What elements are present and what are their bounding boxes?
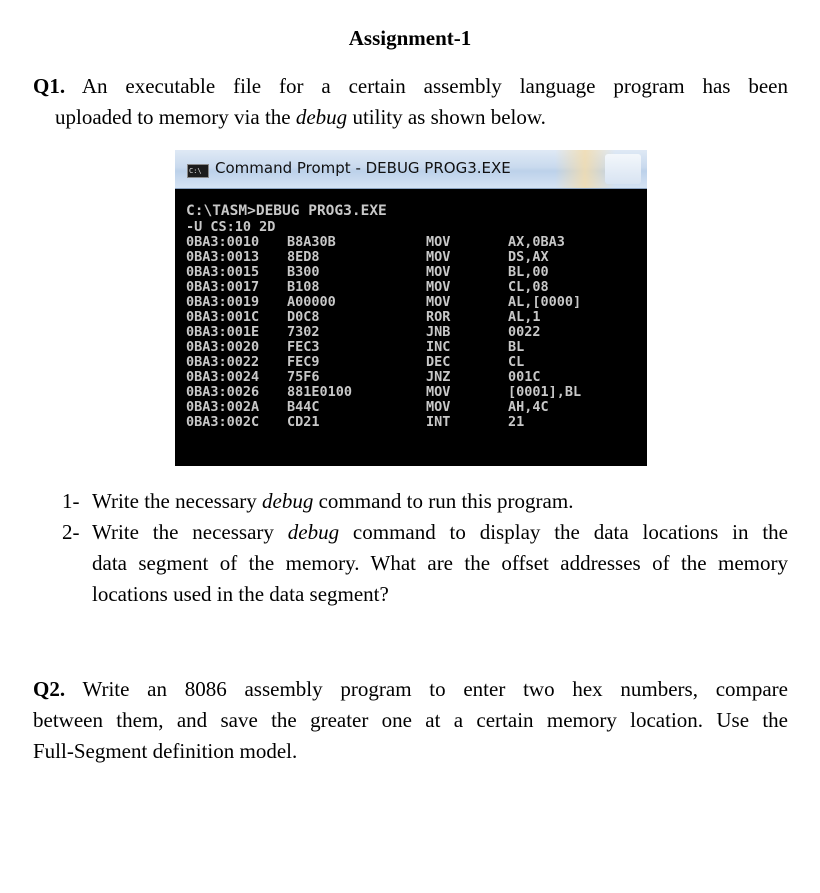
console-row-mnemonic: MOV [426, 279, 451, 295]
console-row [186, 265, 646, 280]
console-row-operands: 0022 [508, 324, 541, 340]
console-row-hex: CD21 [287, 414, 320, 430]
question-1 [33, 71, 788, 133]
task-1-line-1 [92, 486, 788, 517]
console-row-operands: BL,00 [508, 264, 549, 280]
console-command-line: C:\TASM>DEBUG PROG3.EXE [186, 203, 387, 219]
console-row-operands: AL,1 [508, 309, 541, 325]
console-row [186, 310, 646, 325]
window-titlebar [175, 150, 647, 189]
console-output [186, 202, 646, 430]
console-row-operands: 001C [508, 369, 541, 385]
console-row-address: 0BA3:0017 [186, 279, 260, 295]
console-row [186, 235, 646, 250]
task-2-text-b: command to display the data locations in the [339, 520, 788, 544]
console-row-address: 0BA3:001E [186, 324, 260, 340]
console-row-operands: 21 [508, 414, 525, 430]
console-row-mnemonic: ROR [426, 309, 451, 325]
console-row [186, 370, 646, 385]
console-row-mnemonic: JNZ [426, 369, 451, 385]
console-row-address: 0BA3:002A [186, 399, 260, 415]
console-row-mnemonic: MOV [426, 234, 451, 250]
console-row-operands: CL,08 [508, 279, 549, 295]
question-1-debug-term: debug [295, 105, 348, 129]
question-2-line-3: Full-Segment definition model. [33, 739, 298, 763]
console-row-mnemonic: MOV [426, 384, 451, 400]
console-row-address: 0BA3:0020 [186, 339, 260, 355]
question-1-line-1 [33, 71, 788, 102]
console-row-address: 0BA3:0022 [186, 354, 260, 370]
console-row-hex: FEC3 [287, 339, 320, 355]
console-row [186, 295, 646, 310]
question-2-text-1: Write an 8086 assembly program to enter two hex numbers, compare [82, 677, 788, 701]
console-row-address: 0BA3:0024 [186, 369, 260, 385]
assignment-title: Assignment-1 [348, 26, 472, 50]
task-item-2 [62, 517, 788, 610]
console-row-hex: FEC9 [287, 354, 320, 370]
console-row [186, 325, 646, 340]
question-1-line-2 [33, 102, 788, 133]
console-row-operands: CL [508, 354, 525, 370]
console-row-address: 0BA3:0010 [186, 234, 260, 250]
console-row-hex: B108 [287, 279, 320, 295]
console-row-operands: [0001],BL [508, 384, 582, 400]
console-row-mnemonic: MOV [426, 294, 451, 310]
window-title: Command Prompt - DEBUG PROG3.EXE [215, 159, 511, 177]
console-row-mnemonic: MOV [426, 264, 451, 280]
question-1-label: Q1. [33, 74, 66, 98]
task-2-debug-term: debug [287, 520, 340, 544]
console-row-hex: B300 [287, 264, 320, 280]
console-row-address: 0BA3:001C [186, 309, 260, 325]
console-row [186, 280, 646, 295]
task-item-1 [62, 486, 788, 517]
task-1-text-a: Write the necessary [92, 489, 262, 513]
console-row-hex: 881E0100 [287, 384, 353, 400]
task-number-1: 1- [62, 489, 80, 513]
console-row [186, 385, 646, 400]
question-1-text-2b: utility as shown below. [347, 105, 546, 129]
console-row-operands: BL [508, 339, 525, 355]
console-row-operands: DS,AX [508, 249, 549, 265]
command-prompt-window [175, 150, 647, 466]
console-row [186, 415, 646, 430]
console-row-hex: 7302 [287, 324, 320, 340]
console-row-address: 0BA3:0015 [186, 264, 260, 280]
task-list [62, 486, 788, 610]
console-row-address: 0BA3:0019 [186, 294, 260, 310]
console-row-mnemonic: INT [426, 414, 451, 430]
task-2-text-a: Write the necessary [92, 520, 288, 544]
console-row-hex: D0C8 [287, 309, 320, 325]
console-row-mnemonic: MOV [426, 249, 451, 265]
console-row-mnemonic: INC [426, 339, 451, 355]
console-unassemble-line: -U CS:10 2D [186, 219, 276, 235]
question-2 [33, 674, 788, 767]
console-row-hex: A00000 [287, 294, 336, 310]
question-1-text-2a: uploaded to memory via the [55, 105, 296, 129]
task-2-line-2: data segment of the memory. What are the offset addresses of the memory [92, 551, 788, 575]
command-prompt-icon: C:\ [187, 164, 209, 178]
console-row-hex: 75F6 [287, 369, 320, 385]
console-row [186, 355, 646, 370]
console-row [186, 250, 646, 265]
console-row-address: 0BA3:0026 [186, 384, 260, 400]
question-2-label: Q2. [33, 677, 66, 701]
console-row-operands: AX,0BA3 [508, 234, 565, 250]
console-row-mnemonic: DEC [426, 354, 451, 370]
console-row [186, 340, 646, 355]
task-2-line-3: locations used in the data segment? [92, 582, 389, 606]
console-row-mnemonic: MOV [426, 399, 451, 415]
console-row-hex: B8A30B [287, 234, 336, 250]
question-2-line-2: between them, and save the greater one at a certain memory location. Use the [33, 708, 788, 732]
task-2-line-1 [92, 517, 788, 548]
task-number-2: 2- [62, 520, 80, 544]
titlebar-button-area [605, 154, 641, 184]
task-1-debug-term: debug [262, 489, 314, 513]
console-row-hex: 8ED8 [287, 249, 320, 265]
console-row-hex: B44C [287, 399, 320, 415]
question-2-line-1 [33, 674, 788, 705]
console-row [186, 400, 646, 415]
question-1-text-1: An executable file for a certain assembly language program has been [81, 74, 788, 98]
console-row-operands: AL,[0000] [508, 294, 582, 310]
task-1-text-b: command to run this program. [313, 489, 574, 513]
console-row-operands: AH,4C [508, 399, 549, 415]
console-row-address: 0BA3:0013 [186, 249, 260, 265]
console-row-mnemonic: JNB [426, 324, 451, 340]
console-row-address: 0BA3:002C [186, 414, 260, 430]
